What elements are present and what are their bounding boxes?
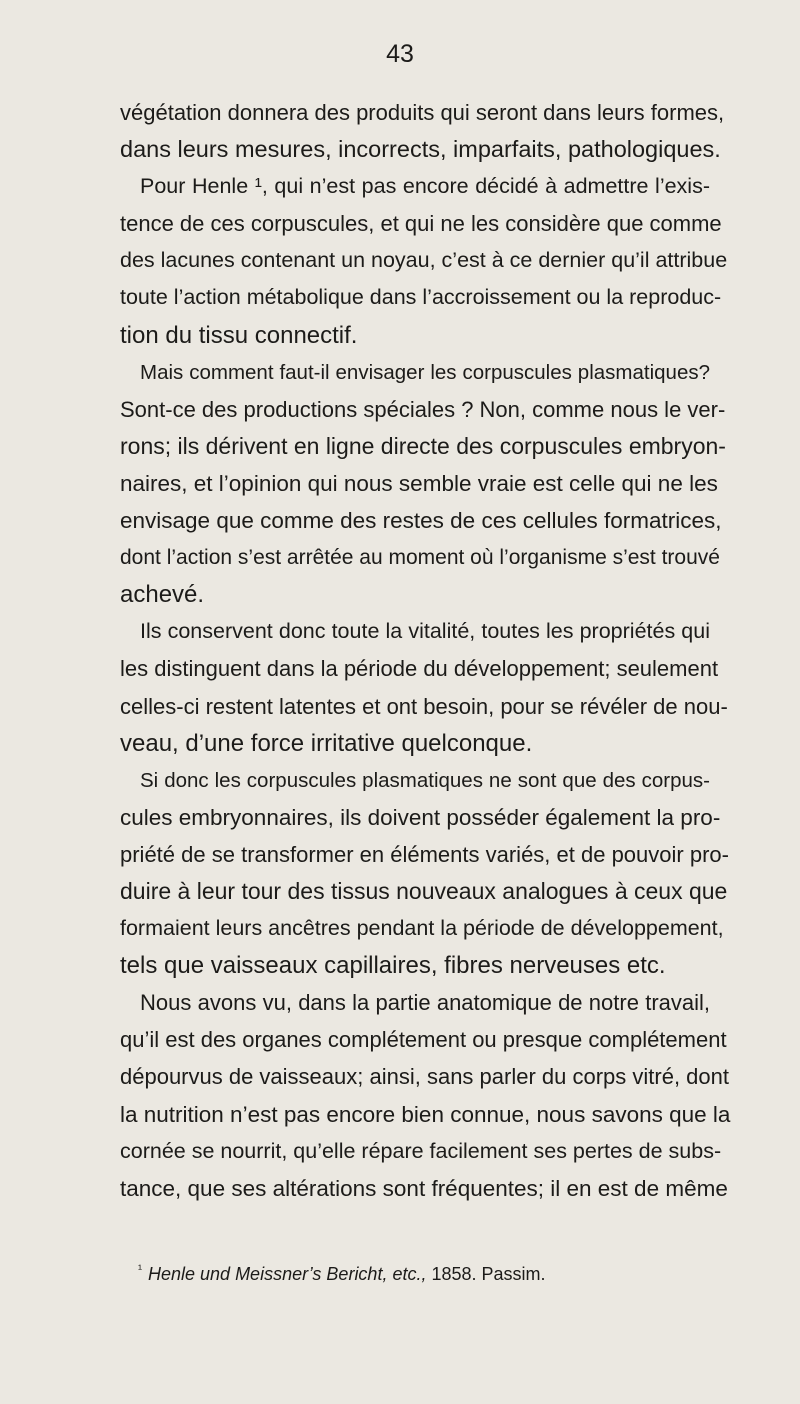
text-line: des lacunes contenant un noyau, c’est à ce dernier qu’il attribue: [120, 248, 728, 273]
text-line: végétation donnera des produits qui seront dans leurs formes,: [120, 100, 725, 125]
text-line: la nutrition n’est pas encore bien connue, nous savons que la: [120, 1101, 731, 1127]
text-line: tels que vaisseaux capillaires, fibres nerveuses etc.: [120, 952, 666, 980]
text-line: rons; ils dérivent en ligne directe des corpuscules embryon-: [120, 432, 726, 459]
page-number: 43: [386, 40, 414, 68]
text-line: duire à leur tour des tissus nouveaux analogues à ceux que: [120, 877, 728, 904]
text-line: veau, d’une force irritative quelconque.: [120, 729, 533, 757]
text-line: cornée se nourrit, qu’elle répare facilement ses pertes de subs-: [120, 1138, 722, 1163]
footnote-source: Henle und Meissner’s Bericht, etc.,: [148, 1264, 427, 1284]
text-line: formaient leurs ancêtres pendant la période de développement,: [120, 916, 724, 941]
text-line: celles-ci restent latentes et ont besoin, pour se révéler de nou-: [120, 693, 728, 719]
text-line: dont l’action s’est arrêtée au moment où l’organisme s’est trouvé: [120, 546, 720, 570]
footnote: [138, 1257, 718, 1286]
text-line: cules embryonnaires, ils doivent posséder également la pro-: [120, 804, 721, 830]
text-line: Mais comment faut-il envisager les corpuscules plasmatiques?: [140, 360, 710, 384]
footnote-marker: ¹: [138, 1262, 142, 1276]
text-line: achevé.: [120, 581, 205, 609]
text-line: priété de se transformer en éléments variés, et de pouvoir pro-: [120, 841, 729, 867]
text-line: dépourvus de vaisseaux; ainsi, sans parler du corps vitré, dont: [120, 1064, 729, 1090]
text-line: Nous avons vu, dans la partie anatomique de notre travail,: [140, 990, 710, 1016]
text-line: envisage que comme des restes de ces cellules formatrices,: [120, 508, 722, 534]
text-line: les distinguent dans la période du développement; seulement: [120, 656, 719, 682]
text-line: tence de ces corpuscules, et qui ne les considère que comme: [120, 211, 722, 237]
text-line: Si donc les corpuscules plasmatiques ne sont que des corpus-: [140, 768, 710, 792]
text-line: Pour Henle ¹, qui n’est pas encore décidé à admettre l’exis-: [140, 174, 710, 199]
text-line: naires, et l’opinion qui nous semble vraie est celle qui ne les: [120, 470, 718, 496]
footnote-detail: 1858. Passim.: [426, 1264, 546, 1284]
text-line: tance, que ses altérations sont fréquentes; il en est de même: [120, 1175, 728, 1201]
text-line: dans leurs mesures, incorrects, imparfaits, pathologiques.: [120, 136, 721, 163]
text-line: Ils conservent donc toute la vitalité, toutes les propriétés qui: [140, 619, 710, 644]
text-line: tion du tissu connectif.: [120, 321, 358, 349]
text-line: toute l’action métabolique dans l’accroissement ou la reproduc-: [120, 285, 722, 310]
text-line: qu’il est des organes complétement ou presque complétement: [120, 1027, 727, 1053]
body-text: [120, 94, 731, 1207]
text-line: Sont-ce des productions spéciales ? Non, comme nous le ver-: [120, 396, 726, 422]
